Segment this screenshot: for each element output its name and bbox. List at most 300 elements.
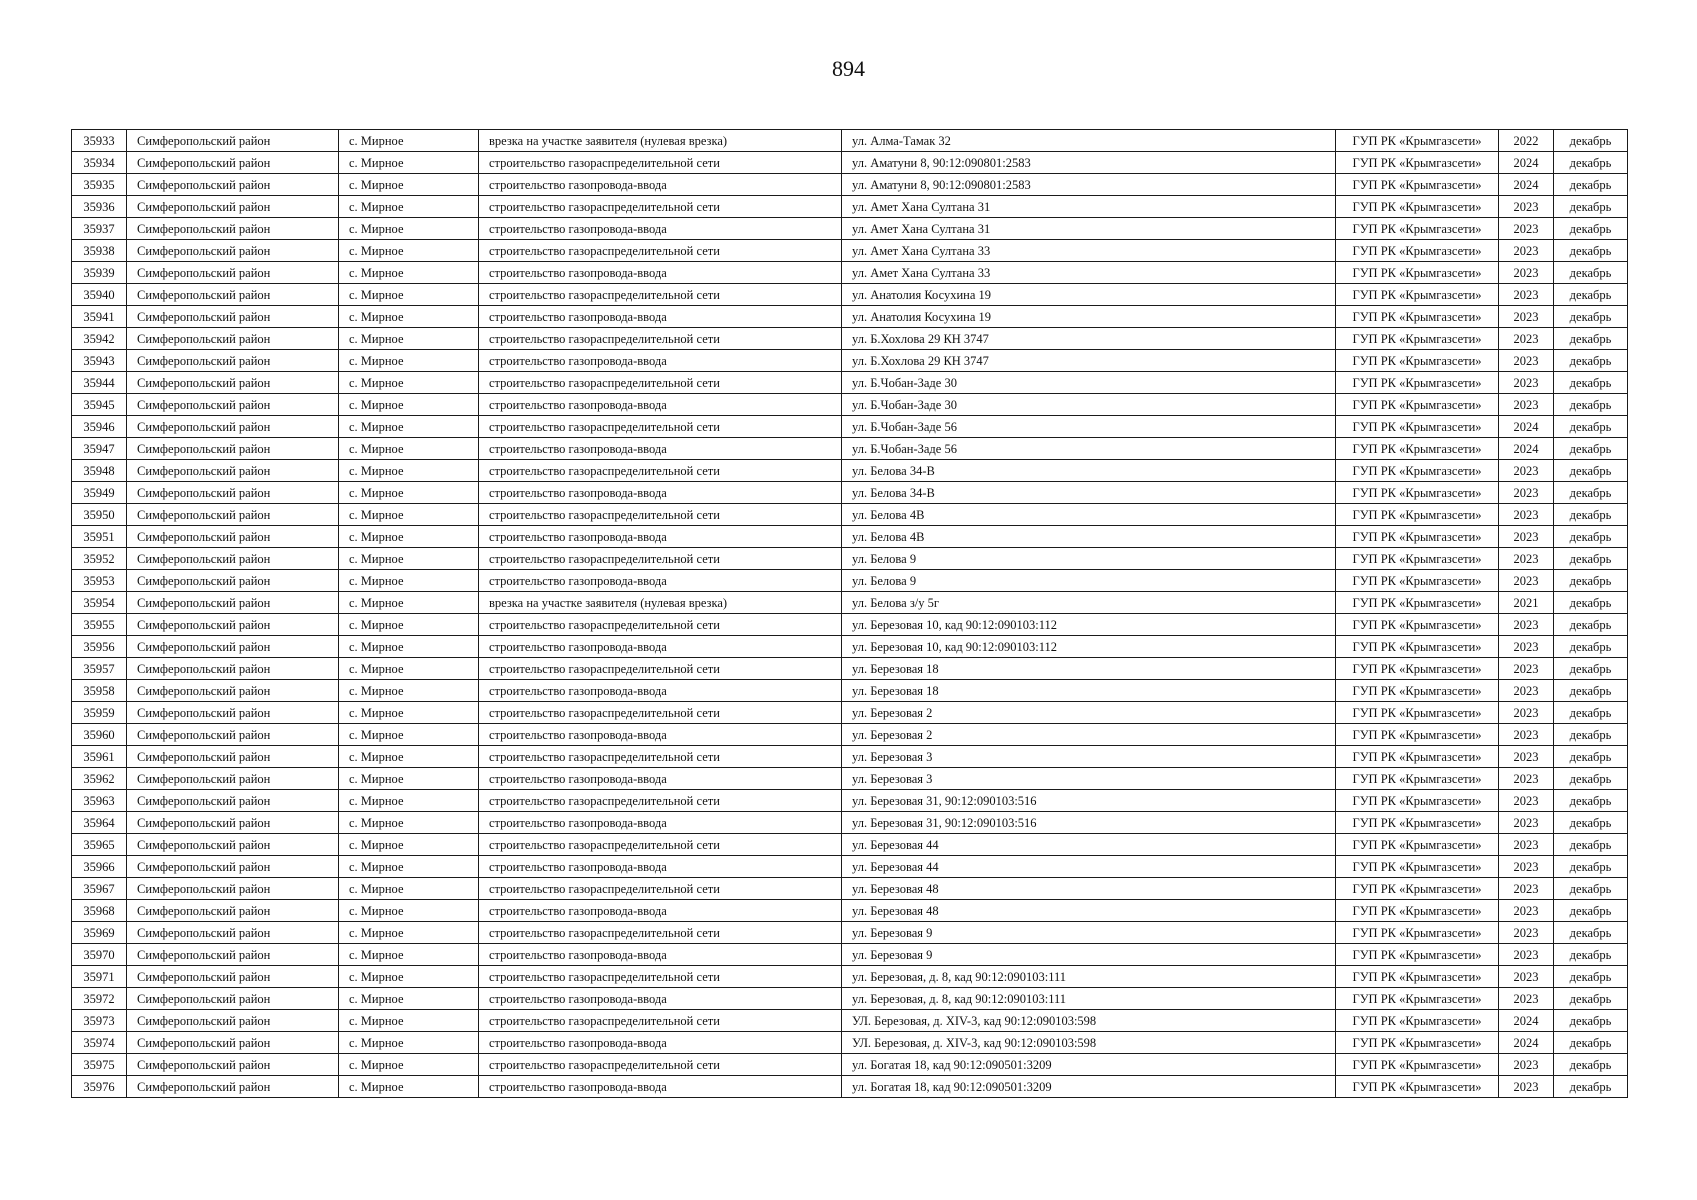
work-type-cell: строительство газораспределительной сети <box>479 460 842 482</box>
month-cell: декабрь <box>1554 1010 1628 1032</box>
work-type-cell: строительство газораспределительной сети <box>479 1010 842 1032</box>
work-type-cell: строительство газопровода-ввода <box>479 812 842 834</box>
address-cell: ул. Б.Чобан-Заде 56 <box>842 438 1336 460</box>
work-type-cell: строительство газопровода-ввода <box>479 1032 842 1054</box>
address-cell: ул. Амет Хана Султана 31 <box>842 196 1336 218</box>
month-cell: декабрь <box>1554 966 1628 988</box>
organization-cell: ГУП РК «Крымгазсети» <box>1336 306 1499 328</box>
settlement-cell: с. Мирное <box>339 680 479 702</box>
table-row <box>72 592 1628 614</box>
month-cell: декабрь <box>1554 900 1628 922</box>
district-cell: Симферопольский район <box>127 416 339 438</box>
year-cell: 2023 <box>1499 504 1554 526</box>
table-row <box>72 526 1628 548</box>
month-cell: декабрь <box>1554 922 1628 944</box>
work-type-cell: строительство газопровода-ввода <box>479 438 842 460</box>
month-cell: декабрь <box>1554 614 1628 636</box>
settlement-cell: с. Мирное <box>339 856 479 878</box>
year-cell: 2023 <box>1499 702 1554 724</box>
work-type-cell: строительство газопровода-ввода <box>479 724 842 746</box>
organization-cell: ГУП РК «Крымгазсети» <box>1336 218 1499 240</box>
table-row <box>72 900 1628 922</box>
district-cell: Симферопольский район <box>127 196 339 218</box>
row-number: 35956 <box>72 636 127 658</box>
organization-cell: ГУП РК «Крымгазсети» <box>1336 570 1499 592</box>
year-cell: 2023 <box>1499 306 1554 328</box>
year-cell: 2023 <box>1499 614 1554 636</box>
settlement-cell: с. Мирное <box>339 328 479 350</box>
settlement-cell: с. Мирное <box>339 130 479 152</box>
registry-body <box>72 130 1628 1098</box>
row-number: 35949 <box>72 482 127 504</box>
settlement-cell: с. Мирное <box>339 944 479 966</box>
table-row <box>72 284 1628 306</box>
district-cell: Симферопольский район <box>127 1054 339 1076</box>
settlement-cell: с. Мирное <box>339 1076 479 1098</box>
row-number: 35959 <box>72 702 127 724</box>
table-row <box>72 196 1628 218</box>
organization-cell: ГУП РК «Крымгазсети» <box>1336 1054 1499 1076</box>
table-row <box>72 922 1628 944</box>
organization-cell: ГУП РК «Крымгазсети» <box>1336 438 1499 460</box>
month-cell: декабрь <box>1554 328 1628 350</box>
organization-cell: ГУП РК «Крымгазсети» <box>1336 658 1499 680</box>
district-cell: Симферопольский район <box>127 284 339 306</box>
organization-cell: ГУП РК «Крымгазсети» <box>1336 922 1499 944</box>
organization-cell: ГУП РК «Крымгазсети» <box>1336 900 1499 922</box>
table-row <box>72 1054 1628 1076</box>
organization-cell: ГУП РК «Крымгазсети» <box>1336 416 1499 438</box>
settlement-cell: с. Мирное <box>339 152 479 174</box>
address-cell: ул. Березовая 10, кад 90:12:090103:112 <box>842 614 1336 636</box>
work-type-cell: строительство газопровода-ввода <box>479 900 842 922</box>
work-type-cell: строительство газораспределительной сети <box>479 1054 842 1076</box>
year-cell: 2023 <box>1499 834 1554 856</box>
row-number: 35946 <box>72 416 127 438</box>
row-number: 35940 <box>72 284 127 306</box>
row-number: 35969 <box>72 922 127 944</box>
row-number: 35963 <box>72 790 127 812</box>
organization-cell: ГУП РК «Крымгазсети» <box>1336 966 1499 988</box>
organization-cell: ГУП РК «Крымгазсети» <box>1336 746 1499 768</box>
row-number: 35967 <box>72 878 127 900</box>
district-cell: Симферопольский район <box>127 394 339 416</box>
district-cell: Симферопольский район <box>127 548 339 570</box>
organization-cell: ГУП РК «Крымгазсети» <box>1336 284 1499 306</box>
table-row <box>72 658 1628 680</box>
table-row <box>72 438 1628 460</box>
settlement-cell: с. Мирное <box>339 174 479 196</box>
month-cell: декабрь <box>1554 944 1628 966</box>
work-type-cell: строительство газораспределительной сети <box>479 240 842 262</box>
settlement-cell: с. Мирное <box>339 724 479 746</box>
year-cell: 2023 <box>1499 658 1554 680</box>
address-cell: ул. Б.Чобан-Заде 56 <box>842 416 1336 438</box>
month-cell: декабрь <box>1554 768 1628 790</box>
row-number: 35943 <box>72 350 127 372</box>
district-cell: Симферопольский район <box>127 856 339 878</box>
row-number: 35945 <box>72 394 127 416</box>
district-cell: Симферопольский район <box>127 592 339 614</box>
month-cell: декабрь <box>1554 526 1628 548</box>
row-number: 35951 <box>72 526 127 548</box>
settlement-cell: с. Мирное <box>339 702 479 724</box>
organization-cell: ГУП РК «Крымгазсети» <box>1336 460 1499 482</box>
month-cell: декабрь <box>1554 350 1628 372</box>
district-cell: Симферопольский район <box>127 482 339 504</box>
settlement-cell: с. Мирное <box>339 812 479 834</box>
work-type-cell: строительство газопровода-ввода <box>479 988 842 1010</box>
work-type-cell: строительство газопровода-ввода <box>479 482 842 504</box>
settlement-cell: с. Мирное <box>339 306 479 328</box>
settlement-cell: с. Мирное <box>339 1010 479 1032</box>
table-row <box>72 262 1628 284</box>
row-number: 35971 <box>72 966 127 988</box>
work-type-cell: строительство газораспределительной сети <box>479 416 842 438</box>
work-type-cell: строительство газопровода-ввода <box>479 856 842 878</box>
month-cell: декабрь <box>1554 394 1628 416</box>
year-cell: 2023 <box>1499 328 1554 350</box>
year-cell: 2023 <box>1499 372 1554 394</box>
district-cell: Симферопольский район <box>127 438 339 460</box>
table-row <box>72 812 1628 834</box>
row-number: 35936 <box>72 196 127 218</box>
address-cell: ул. Анатолия Косухина 19 <box>842 284 1336 306</box>
table-row <box>72 790 1628 812</box>
district-cell: Симферопольский район <box>127 922 339 944</box>
row-number: 35964 <box>72 812 127 834</box>
table-row <box>72 614 1628 636</box>
year-cell: 2023 <box>1499 812 1554 834</box>
address-cell: ул. Березовая 44 <box>842 856 1336 878</box>
district-cell: Симферопольский район <box>127 152 339 174</box>
year-cell: 2023 <box>1499 988 1554 1010</box>
district-cell: Симферопольский район <box>127 240 339 262</box>
year-cell: 2024 <box>1499 152 1554 174</box>
month-cell: декабрь <box>1554 878 1628 900</box>
row-number: 35958 <box>72 680 127 702</box>
settlement-cell: с. Мирное <box>339 372 479 394</box>
year-cell: 2023 <box>1499 966 1554 988</box>
row-number: 35941 <box>72 306 127 328</box>
month-cell: декабрь <box>1554 130 1628 152</box>
organization-cell: ГУП РК «Крымгазсети» <box>1336 130 1499 152</box>
work-type-cell: строительство газораспределительной сети <box>479 548 842 570</box>
month-cell: декабрь <box>1554 174 1628 196</box>
work-type-cell: строительство газораспределительной сети <box>479 922 842 944</box>
work-type-cell: строительство газопровода-ввода <box>479 680 842 702</box>
row-number: 35955 <box>72 614 127 636</box>
district-cell: Симферопольский район <box>127 1076 339 1098</box>
month-cell: декабрь <box>1554 724 1628 746</box>
address-cell: ул. Белова 9 <box>842 570 1336 592</box>
settlement-cell: с. Мирное <box>339 1032 479 1054</box>
district-cell: Симферопольский район <box>127 746 339 768</box>
year-cell: 2023 <box>1499 394 1554 416</box>
table-row <box>72 394 1628 416</box>
registry-table <box>71 129 1628 1098</box>
table-row <box>72 768 1628 790</box>
district-cell: Симферопольский район <box>127 944 339 966</box>
settlement-cell: с. Мирное <box>339 504 479 526</box>
table-row <box>72 328 1628 350</box>
work-type-cell: строительство газораспределительной сети <box>479 614 842 636</box>
month-cell: декабрь <box>1554 416 1628 438</box>
settlement-cell: с. Мирное <box>339 482 479 504</box>
address-cell: УЛ. Березовая, д. XIV-3, кад 90:12:090103:598 <box>842 1032 1336 1054</box>
address-cell: ул. Б.Чобан-Заде 30 <box>842 372 1336 394</box>
year-cell: 2023 <box>1499 1054 1554 1076</box>
year-cell: 2023 <box>1499 460 1554 482</box>
row-number: 35966 <box>72 856 127 878</box>
address-cell: ул. Амет Хана Султана 31 <box>842 218 1336 240</box>
address-cell: ул. Аматуни 8, 90:12:090801:2583 <box>842 152 1336 174</box>
table-row <box>72 372 1628 394</box>
district-cell: Симферопольский район <box>127 504 339 526</box>
address-cell: ул. Березовая 3 <box>842 768 1336 790</box>
address-cell: УЛ. Березовая, д. XIV-3, кад 90:12:090103:598 <box>842 1010 1336 1032</box>
table-row <box>72 504 1628 526</box>
row-number: 35972 <box>72 988 127 1010</box>
district-cell: Симферопольский район <box>127 966 339 988</box>
year-cell: 2023 <box>1499 1076 1554 1098</box>
table-row <box>72 856 1628 878</box>
work-type-cell: строительство газопровода-ввода <box>479 768 842 790</box>
year-cell: 2024 <box>1499 416 1554 438</box>
year-cell: 2024 <box>1499 1032 1554 1054</box>
address-cell: ул. Алма-Тамак 32 <box>842 130 1336 152</box>
address-cell: ул. Белова 34-В <box>842 460 1336 482</box>
month-cell: декабрь <box>1554 790 1628 812</box>
month-cell: декабрь <box>1554 592 1628 614</box>
organization-cell: ГУП РК «Крымгазсети» <box>1336 768 1499 790</box>
district-cell: Симферопольский район <box>127 262 339 284</box>
organization-cell: ГУП РК «Крымгазсети» <box>1336 394 1499 416</box>
organization-cell: ГУП РК «Крымгазсети» <box>1336 482 1499 504</box>
district-cell: Симферопольский район <box>127 570 339 592</box>
address-cell: ул. Белова 34-В <box>842 482 1336 504</box>
year-cell: 2023 <box>1499 900 1554 922</box>
row-number: 35954 <box>72 592 127 614</box>
row-number: 35953 <box>72 570 127 592</box>
work-type-cell: строительство газораспределительной сети <box>479 372 842 394</box>
table-row <box>72 1032 1628 1054</box>
work-type-cell: строительство газораспределительной сети <box>479 504 842 526</box>
table-row <box>72 306 1628 328</box>
table-row <box>72 174 1628 196</box>
address-cell: ул. Белова 4В <box>842 526 1336 548</box>
table-row <box>72 130 1628 152</box>
address-cell: ул. Белова з/у 5г <box>842 592 1336 614</box>
row-number: 35950 <box>72 504 127 526</box>
table-row <box>72 746 1628 768</box>
year-cell: 2023 <box>1499 680 1554 702</box>
organization-cell: ГУП РК «Крымгазсети» <box>1336 1032 1499 1054</box>
row-number: 35939 <box>72 262 127 284</box>
address-cell: ул. Б.Хохлова 29 КН 3747 <box>842 350 1336 372</box>
organization-cell: ГУП РК «Крымгазсети» <box>1336 240 1499 262</box>
month-cell: декабрь <box>1554 702 1628 724</box>
settlement-cell: с. Мирное <box>339 658 479 680</box>
table-row <box>72 702 1628 724</box>
work-type-cell: строительство газораспределительной сети <box>479 702 842 724</box>
year-cell: 2024 <box>1499 174 1554 196</box>
organization-cell: ГУП РК «Крымгазсети» <box>1336 834 1499 856</box>
work-type-cell: строительство газораспределительной сети <box>479 284 842 306</box>
address-cell: ул. Анатолия Косухина 19 <box>842 306 1336 328</box>
row-number: 35948 <box>72 460 127 482</box>
organization-cell: ГУП РК «Крымгазсети» <box>1336 174 1499 196</box>
year-cell: 2022 <box>1499 130 1554 152</box>
address-cell: ул. Березовая, д. 8, кад 90:12:090103:111 <box>842 966 1336 988</box>
table-row <box>72 724 1628 746</box>
work-type-cell: строительство газораспределительной сети <box>479 196 842 218</box>
month-cell: декабрь <box>1554 834 1628 856</box>
work-type-cell: строительство газопровода-ввода <box>479 174 842 196</box>
year-cell: 2024 <box>1499 438 1554 460</box>
table-row <box>72 636 1628 658</box>
work-type-cell: строительство газопровода-ввода <box>479 944 842 966</box>
address-cell: ул. Б.Хохлова 29 КН 3747 <box>842 328 1336 350</box>
row-number: 35960 <box>72 724 127 746</box>
row-number: 35933 <box>72 130 127 152</box>
table-row <box>72 482 1628 504</box>
work-type-cell: строительство газопровода-ввода <box>479 1076 842 1098</box>
month-cell: декабрь <box>1554 306 1628 328</box>
address-cell: ул. Амет Хана Султана 33 <box>842 262 1336 284</box>
year-cell: 2023 <box>1499 240 1554 262</box>
settlement-cell: с. Мирное <box>339 966 479 988</box>
month-cell: декабрь <box>1554 152 1628 174</box>
row-number: 35968 <box>72 900 127 922</box>
table-row <box>72 834 1628 856</box>
row-number: 35961 <box>72 746 127 768</box>
row-number: 35944 <box>72 372 127 394</box>
row-number: 35935 <box>72 174 127 196</box>
district-cell: Симферопольский район <box>127 636 339 658</box>
address-cell: ул. Б.Чобан-Заде 30 <box>842 394 1336 416</box>
address-cell: ул. Березовая, д. 8, кад 90:12:090103:111 <box>842 988 1336 1010</box>
year-cell: 2023 <box>1499 724 1554 746</box>
row-number: 35952 <box>72 548 127 570</box>
organization-cell: ГУП РК «Крымгазсети» <box>1336 372 1499 394</box>
table-row <box>72 218 1628 240</box>
settlement-cell: с. Мирное <box>339 394 479 416</box>
month-cell: декабрь <box>1554 856 1628 878</box>
settlement-cell: с. Мирное <box>339 196 479 218</box>
district-cell: Симферопольский район <box>127 988 339 1010</box>
district-cell: Симферопольский район <box>127 812 339 834</box>
table-row <box>72 1010 1628 1032</box>
row-number: 35947 <box>72 438 127 460</box>
table-row <box>72 350 1628 372</box>
table-row <box>72 416 1628 438</box>
month-cell: декабрь <box>1554 262 1628 284</box>
district-cell: Симферопольский район <box>127 1032 339 1054</box>
month-cell: декабрь <box>1554 658 1628 680</box>
organization-cell: ГУП РК «Крымгазсети» <box>1336 1010 1499 1032</box>
work-type-cell: врезка на участке заявителя (нулевая врезка) <box>479 592 842 614</box>
row-number: 35937 <box>72 218 127 240</box>
district-cell: Симферопольский район <box>127 372 339 394</box>
organization-cell: ГУП РК «Крымгазсети» <box>1336 636 1499 658</box>
year-cell: 2023 <box>1499 526 1554 548</box>
organization-cell: ГУП РК «Крымгазсети» <box>1336 790 1499 812</box>
address-cell: ул. Богатая 18, кад 90:12:090501:3209 <box>842 1076 1336 1098</box>
settlement-cell: с. Мирное <box>339 262 479 284</box>
settlement-cell: с. Мирное <box>339 922 479 944</box>
month-cell: декабрь <box>1554 1032 1628 1054</box>
month-cell: декабрь <box>1554 504 1628 526</box>
month-cell: декабрь <box>1554 460 1628 482</box>
row-number: 35957 <box>72 658 127 680</box>
district-cell: Симферопольский район <box>127 460 339 482</box>
work-type-cell: врезка на участке заявителя (нулевая врезка) <box>479 130 842 152</box>
year-cell: 2023 <box>1499 284 1554 306</box>
month-cell: декабрь <box>1554 680 1628 702</box>
work-type-cell: строительство газопровода-ввода <box>479 218 842 240</box>
settlement-cell: с. Мирное <box>339 988 479 1010</box>
settlement-cell: с. Мирное <box>339 746 479 768</box>
settlement-cell: с. Мирное <box>339 636 479 658</box>
district-cell: Симферопольский район <box>127 218 339 240</box>
settlement-cell: с. Мирное <box>339 878 479 900</box>
table-row <box>72 460 1628 482</box>
organization-cell: ГУП РК «Крымгазсети» <box>1336 812 1499 834</box>
district-cell: Симферопольский район <box>127 900 339 922</box>
settlement-cell: с. Мирное <box>339 834 479 856</box>
table-row <box>72 944 1628 966</box>
organization-cell: ГУП РК «Крымгазсети» <box>1336 856 1499 878</box>
month-cell: декабрь <box>1554 218 1628 240</box>
year-cell: 2023 <box>1499 944 1554 966</box>
address-cell: ул. Березовая 31, 90:12:090103:516 <box>842 812 1336 834</box>
work-type-cell: строительство газораспределительной сети <box>479 966 842 988</box>
year-cell: 2023 <box>1499 262 1554 284</box>
district-cell: Симферопольский район <box>127 658 339 680</box>
month-cell: декабрь <box>1554 196 1628 218</box>
row-number: 35976 <box>72 1076 127 1098</box>
district-cell: Симферопольский район <box>127 350 339 372</box>
address-cell: ул. Березовая 2 <box>842 702 1336 724</box>
month-cell: декабрь <box>1554 438 1628 460</box>
district-cell: Симферопольский район <box>127 724 339 746</box>
settlement-cell: с. Мирное <box>339 548 479 570</box>
work-type-cell: строительство газопровода-ввода <box>479 262 842 284</box>
address-cell: ул. Березовая 18 <box>842 658 1336 680</box>
row-number: 35975 <box>72 1054 127 1076</box>
table-row <box>72 1076 1628 1098</box>
address-cell: ул. Березовая 48 <box>842 900 1336 922</box>
settlement-cell: с. Мирное <box>339 438 479 460</box>
row-number: 35965 <box>72 834 127 856</box>
work-type-cell: строительство газопровода-ввода <box>479 526 842 548</box>
settlement-cell: с. Мирное <box>339 350 479 372</box>
address-cell: ул. Березовая 31, 90:12:090103:516 <box>842 790 1336 812</box>
settlement-cell: с. Мирное <box>339 592 479 614</box>
month-cell: декабрь <box>1554 746 1628 768</box>
work-type-cell: строительство газопровода-ввода <box>479 570 842 592</box>
district-cell: Симферопольский район <box>127 306 339 328</box>
district-cell: Симферопольский район <box>127 790 339 812</box>
table-row <box>72 878 1628 900</box>
year-cell: 2023 <box>1499 878 1554 900</box>
address-cell: ул. Березовая 18 <box>842 680 1336 702</box>
district-cell: Симферопольский район <box>127 768 339 790</box>
district-cell: Симферопольский район <box>127 614 339 636</box>
table-row <box>72 988 1628 1010</box>
month-cell: декабрь <box>1554 482 1628 504</box>
